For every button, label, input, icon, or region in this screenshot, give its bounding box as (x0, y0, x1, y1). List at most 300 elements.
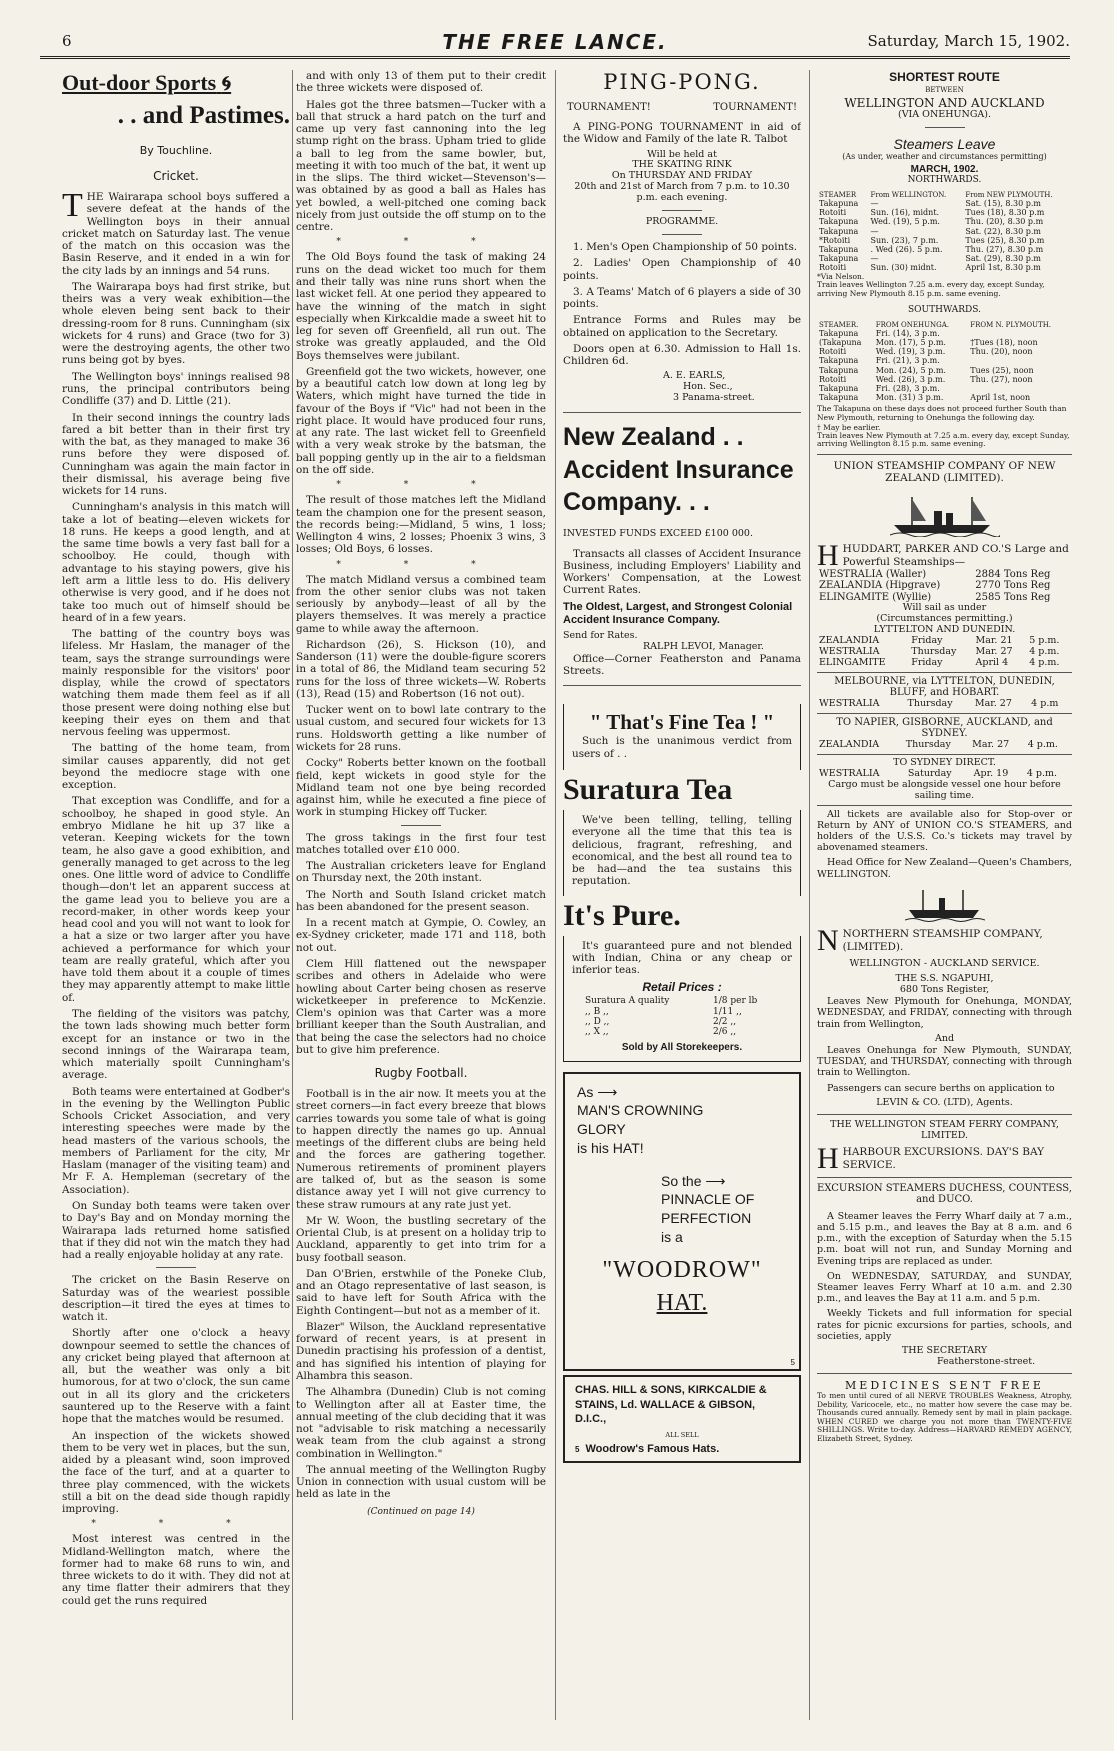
paragraph: Richardson (26), S. Hickson (10), and Sanderson (11) were the double-figure scorers in a total of 86, the Midland team securing 52 runs for the loss of three wickets—W. Roberts (13), Read (15) and Robertson (16 not out). (296, 638, 546, 700)
table-cell: 4 p.m. (1027, 738, 1058, 750)
pingpong-programme: PROGRAMME. (645, 216, 719, 228)
section-divider: * * * (91, 1519, 261, 1530)
tea-body-box (563, 810, 801, 896)
hat-footer: 5 Woodrow's Famous Hats. (575, 1443, 720, 1456)
via-nelson: *Via Nelson. (817, 272, 865, 282)
nsc-passengers: Passengers can secure berths on application to (827, 1083, 1055, 1095)
section-divider: * * * (336, 559, 506, 570)
table-cell: Tues (25), noon (970, 365, 1034, 375)
table-cell: Saturday (907, 767, 952, 779)
table-cell: Thursday (911, 646, 957, 658)
divider (817, 805, 1072, 806)
table-cell: Friday (911, 657, 943, 669)
column-ads (563, 70, 801, 1730)
paragraph: Dan O'Brien, erstwhile of the Poneke Club, and an Otago representative of last season, is said to have left for South Africa with the Eighth Contingent—but not as a member of it. (296, 1267, 546, 1317)
tournament-label: TOURNAMENT! (713, 102, 797, 113)
hp-napier-table (817, 740, 1072, 751)
paragraph: Blazer" Wilson, the Auckland representative forward of recent years, is at present in Dunedin practising his profession of a dentist, and has signified his intention of playing for Alhambra this season. (296, 1320, 546, 1382)
paragraph: and with only 13 of them put to their credit the three wickets were disposed of. (296, 70, 546, 95)
table-row (817, 263, 1072, 272)
divider (156, 1267, 196, 1268)
hp-napier: TO NAPIER, GISBORNE, AUCKLAND, and SYDNEY. (836, 716, 1053, 740)
table-cell: ZEALANDIA (Hipgrave) (819, 580, 941, 592)
hp-cargo: Cargo must be alongside vessel one hour before sailing time. (828, 778, 1061, 801)
wsf-secretary: THE SECRETARY (901, 1345, 988, 1357)
paragraph: Both teams were entertained at Godber's in the evening by the Wellington Public Schools Cricket Association, and very interesting speeches were made by the head masters of the various schools, the members of Parliament for the city, Mr Haslam (manager of the visiting team) and Mr F. A. Hempleman (secretary of the Association). (62, 1085, 290, 1196)
paragraph: The batting of the home team, from similar causes apparently, did not get beyond the mediocre stage with one exception. (62, 742, 290, 792)
south-note1: The Takapuna on these days does not proceed further South than New Plymouth, returning to Onehunga the following day. (817, 404, 1067, 422)
nsc-agent: LEVIN & CO. (LTD), Agents. (876, 1097, 1013, 1109)
hp-lyttelton-table (817, 636, 1072, 669)
table-cell: ELINGAMITE (819, 657, 886, 669)
nsc-ship: THE S.S. NGAPUHI, (895, 973, 994, 985)
northern-steamship: NNORTHERN STEAMSHIP COMPANY, (LIMITED). (817, 923, 1043, 957)
table-cell: ,, B ,, (585, 1006, 609, 1017)
paragraph: Mr W. Woon, the bustling secretary of the Oriental Club, is at present on a holiday trip to Auckland, apparently to get into trim for a busy football season. (296, 1214, 546, 1264)
table-row (817, 217, 1072, 226)
hp-sail: Will sail as under (902, 602, 987, 614)
table-cell: Fri. (28), 3 p.m. (875, 383, 940, 393)
table-cell: Takapuna (819, 356, 859, 366)
hat-line4: PINNACLE OF (661, 1191, 755, 1208)
table-row (817, 393, 1072, 402)
tea-headline: " That's Fine Tea ! " (589, 710, 775, 735)
table-cell: Thu. (20), 8.30 p.m (965, 217, 1044, 227)
table-row (817, 347, 1072, 356)
table-cell: Thu. (20), noon (970, 347, 1033, 357)
paragraph: The Australian cricketers leave for England on Thursday next, the 20th instant. (296, 860, 546, 885)
paragraph: Hales got the three batsmen—Tucker with a ball that struck a hard patch on the turf and came up very fast cannoning into the leg stump right on the brass. Upham tried to glide a ball to leg from the same bowler, but, meeting it with too much of the bat, it went up in the slips. The third wicket—Stevenson's—was obtained by as good a ball as Hales has yet bowled, a well-pitched one coming back nicely from just outside the off stump on to the centre. (296, 98, 546, 234)
dropcap: T (62, 187, 83, 224)
paragraph: The North and South Island cricket match has been abandoned for the present season. (296, 888, 546, 913)
nz-accident-body: Transacts all classes of Accident Insurance Business, including Employers' Liability and Workers' Compensation, at the Lowest Current Rates. (563, 547, 801, 597)
divider (817, 713, 1072, 714)
pingpong-on: On THURSDAY AND FRIDAY (611, 170, 753, 182)
table-cell: Thursday (907, 697, 953, 709)
hat-so: So the ⟶ (661, 1173, 726, 1190)
paragraph: Cunningham's analysis in this match will take a lot of beating—eleven wickets for 18 runs. He keeps a good length, and at the same time bowls a very fast ball for a schoolboy. He could, though with advantage to his staying powers, give his left arm a little less to do. His delivery otherwise is very good, and if he does not take too much out of himself should be heard of in a few years. (62, 501, 290, 624)
hp-lyttelton: LYTTELTON AND DUNEDIN. (873, 624, 1016, 636)
weather-note: (As under, weather and circumstances permitting) (842, 151, 1047, 161)
dropcap: H (817, 1142, 839, 1176)
paragraph: The cricket on the Basin Reserve on Saturday was of the weariest possible description—it tired the eyes at times to watch it. (62, 1274, 290, 1324)
nsc-p2: Leaves Onehunga for New Plymouth, SUNDAY, TUESDAY, and THURSDAY, connecting with through train to Wellington. (817, 1044, 1072, 1079)
paragraph: The gross takings in the first four test matches totalled over £10 000. (296, 831, 546, 856)
hp-melbourne-table (817, 699, 1072, 710)
nsc-p1: Leaves New Plymouth for Onehunga, MONDAY, WEDNESDAY, and FRIDAY, connecting with through train from Wellington, (817, 996, 1072, 1030)
hat-sellers-box (563, 1375, 801, 1464)
table-cell (968, 329, 1072, 338)
table-cell: Tues (25), 8.30 p.m (965, 235, 1045, 245)
table-cell: ,, X ,, (585, 1027, 609, 1038)
pingpong-will: Will be held at (647, 148, 717, 160)
pingpong-entrance: Entrance Forms and Rules may be obtained on application to the Secretary. (563, 314, 801, 339)
paragraph: THE Wairarapa school boys suffered a severe defeat at the hands of the Wellington boys in their annual cricket match on Saturday last. The venue of the match on this occasion was the Basin Reserve, and it ended in a win for the city lads by an innings and 54 runs. (62, 187, 290, 277)
nsc-tons: 680 Tons Register, (899, 984, 990, 996)
table-cell: (Takapuna (819, 337, 862, 347)
table-row (817, 740, 1072, 751)
divider (662, 234, 702, 235)
byline: By Touchline. (139, 144, 213, 157)
table-cell: Rotoiti (819, 208, 847, 218)
paragraph: On Sunday both teams were taken over to Day's Bay and on Monday morning the Wairarapa lads returned home satisfied that if they did not win the match they had had a really enjoyable holiday at any rate. (62, 1199, 290, 1262)
tea-verdict: Such is the unanimous verdict from users of . . (572, 735, 792, 760)
paragraph: 2. Ladies' Open Championship of 40 points. (563, 257, 801, 282)
arrow-icon: ⟶ (593, 1083, 618, 1100)
table-cell: Takapuna (819, 244, 859, 254)
table-cell: FROM N. PLYMOUTH. (970, 320, 1052, 329)
tea-brand: Suratura Tea (563, 772, 733, 806)
table-cell: Mon. (17), 5 p.m. (875, 337, 946, 347)
pingpong-items (563, 241, 801, 310)
hat-line6: is a (661, 1229, 683, 1246)
hat-footer-number: 5 (575, 1445, 580, 1455)
table-cell: WESTRALIA (819, 767, 880, 779)
paragraph: Clem Hill flattened out the newspaper scribes and others in Adelaide who were howling about Carter being chosen as reserve wicketkeeper in preference to McKenzie. Clem's opinion was that Carter was a more brilliant keeper than the South Australian, and that being the case the selectors had no choice but to give him preference. (296, 958, 546, 1056)
column-rule (809, 70, 810, 1720)
paragraph: The fielding of the visitors was patchy, the town lads showing much better form except for an instance or two in the second innings of the Wairarapa team, which materially spoilt Cunningham's average. (62, 1008, 290, 1082)
paragraph: Greenfield got the two wickets, however, one by a beautiful catch low down at long leg by Waters, which might have turned the tide in favour of the Boys if "Vic" had not been in the right place. It would have produced four runs, at any rate. The last wicket fell to Greenfield with a very weak stroke by the batsman, the ball popping gently up in the air to a fieldsman on the off side. (296, 365, 546, 476)
paragraph: The Wairarapa boys had first strike, but theirs was a very weak exhibition—the whole eleven being sent back to their dressing-room for 8 runs. Cunningham (six wickets for 4 runs) and Grace (two for 3) were the destroying agents, the other two runs being got by byes. (62, 280, 290, 367)
table-cell: Suratura A quality (585, 996, 670, 1007)
table-cell: Mar. 27 (975, 646, 1013, 658)
paragraph: Cocky" Roberts better known on the football field, kept wickets in good style for the Midland team not one bye being recorded against him, while he executed a fine piece of work in stumping Hickey off Tucker. (296, 757, 546, 819)
hat-line5: PERFECTION (661, 1210, 752, 1227)
pingpong-dates: 20th and 21st of March from 7 p.m. to 10.30 p.m. each evening. (574, 181, 790, 204)
hat-number: 5 (790, 1357, 795, 1367)
wsf-title: THE WELLINGTON STEAM FERRY COMPANY, LIMITED. (830, 1119, 1059, 1142)
table-row (817, 199, 1072, 208)
table-cell: — (870, 254, 879, 264)
south-note3: Train leaves New Plymouth at 7.25 a.m. every day, except Sunday, arriving Wellington 8.15 p.m. same evening. (817, 430, 1070, 449)
table-cell: Takapuna (819, 365, 859, 375)
table-cell: — (870, 226, 879, 236)
table-cell: ZEALANDIA (819, 635, 880, 647)
medicines-body: To men until cured of all NERVE TROUBLES Weakness, Atrophy, Debility, Varicocele, etc., no matter how severe the case may be. Thousands cured annually. Remedy sent by mail in plain package. WHEN CURED we charge you not more than TWENTY-FIVE SHILLINGS. Write to-day. Address—HARVARD REMEDY AGENCY, Elizabeth Street, Sydney. (817, 1390, 1072, 1443)
table-row (817, 245, 1072, 254)
pingpong-signature-role: Hon. Sec., (683, 381, 733, 393)
table-cell: Sat. (29), 8.30 p.m (965, 254, 1042, 264)
column-sports (62, 70, 290, 1730)
article-body (62, 187, 290, 1607)
pingpong-rink: THE SKATING RINK (632, 159, 732, 171)
section-heading: Rugby Football. (374, 1066, 468, 1081)
table-cell: 4 p.m (1031, 697, 1059, 709)
table-cell: 2585 Tons Reg (975, 591, 1051, 603)
paragraph: In their second innings the country lads fared a bit better than in their first try with the bat, as they managed to make 36 runs before they were disposed of. Cunningham was again the main factor in their dismissal, his average being five wickets for 14 runs. (62, 411, 290, 498)
tea-pure: It's Pure. (563, 898, 681, 932)
table-cell: April 1st, 8.30 p.m (965, 263, 1041, 273)
hat-line3: is his HAT! (577, 1139, 644, 1156)
nsc-and: And (934, 1032, 955, 1044)
wsf-harbour: HHARBOUR EXCURSIONS. DAY'S BAY SERVICE. (817, 1142, 1045, 1176)
table-row (817, 580, 1072, 592)
paragraph: The batting of the country boys was lifeless. Mr Haslam, the manager of the team, says the strange surroundings were mainly responsible for the visitors' poor display, while the crowd of spectators watching them made them feel as if all those present were doing nothing else but keeping their eyes on them and that nervous feeling was uppermost. (62, 628, 290, 739)
table-cell: Mon. (31) 3 p.m. (875, 393, 944, 403)
hat-all-sell: ALL SELL (665, 1431, 699, 1440)
hp-circumstances: (Circumstances permitting.) (876, 613, 1013, 625)
table-cell: Mar. 27 (974, 697, 1012, 709)
body-c (296, 494, 546, 555)
table-cell: April 4 (975, 657, 1009, 669)
arrow-icon: ⟶ (701, 1173, 726, 1190)
masthead: THE FREE LANCE. (442, 30, 668, 54)
divider (817, 754, 1072, 755)
column-sports-continued (296, 70, 546, 1730)
table-cell: ,, D ,, (585, 1017, 610, 1028)
wsf-address: Featherstone-street. (937, 1355, 1036, 1367)
divider (817, 1373, 1072, 1374)
table-cell: Sun. (30) midnt. (870, 263, 937, 273)
woodrow-hat-ad (563, 1072, 801, 1371)
table-cell: Tues (18), 8.30 p.m (965, 208, 1045, 218)
table-cell: Thu. (27), noon (970, 374, 1033, 384)
table-row (817, 658, 1072, 669)
wsf-p3: Weekly Tickets and full information for special rates for picnic excursions for parties, schools, and societies, apply (817, 1308, 1072, 1342)
table-cell (968, 356, 1072, 365)
divider (563, 412, 801, 413)
table-cell: Takapuna (819, 226, 859, 236)
column-rule (555, 70, 556, 1720)
divider (662, 210, 702, 211)
tea-body: We've been telling, telling, telling everyone all the time that this tea is delicious, fragrant, refreshing, and economical, and the best all round tea to be had—and the tea sustains this reputation. (572, 813, 792, 888)
steamship-icon (905, 886, 985, 922)
table-cell: Takapuna (819, 328, 859, 338)
table-cell: Mon. (24), 5 p.m. (875, 365, 946, 375)
column-shipping (817, 70, 1072, 1730)
pingpong-tournament (567, 102, 797, 113)
table-cell: Takapuna (819, 254, 859, 264)
table-cell: *Rotoiti (819, 235, 851, 245)
table-header (817, 321, 1072, 329)
table-cell: . Wed (26). 5 p.m. (870, 244, 943, 254)
table-header (817, 191, 1072, 199)
union-steamship: UNION STEAMSHIP COMPANY OF NEW ZEALAND (LIMITED). (833, 459, 1056, 485)
table-cell: Sat. (22), 8.30 p.m (965, 226, 1042, 236)
table-cell: 4 p.m. (1029, 646, 1060, 658)
table-cell: From NEW PLYMOUTH. (965, 190, 1053, 199)
table-row (583, 1027, 781, 1037)
table-cell: ZEALANDIA (819, 738, 880, 750)
table-row (817, 227, 1072, 236)
medicines-title: MEDICINES SENT FREE (845, 1378, 1044, 1392)
huddart-parker: HHUDDART, PARKER AND CO.'S Large and Powerful Steamships— (817, 538, 1069, 572)
page-header (40, 30, 1070, 59)
divider (817, 454, 1072, 455)
table-row (817, 329, 1072, 338)
divider (925, 127, 965, 128)
wellington-auckland: WELLINGTON AND AUCKLAND (844, 96, 1045, 110)
table-cell: Takapuna (819, 217, 859, 227)
divider (817, 672, 1072, 673)
table-cell: WESTRALIA (819, 646, 880, 658)
paragraph: 3. A Teams' Match of 6 players a side of 30 points. (563, 285, 801, 311)
south-note2: † May be earlier. (817, 422, 881, 432)
table-cell: Mar. 27 (972, 738, 1010, 750)
hat-name: "WOODROW" (602, 1257, 762, 1284)
table-cell: Rotoiti (819, 263, 847, 273)
table-row (817, 699, 1072, 710)
article-title: Out-door Sports 🌀︎ (62, 70, 232, 95)
column-rule (292, 70, 293, 1720)
table-cell: 4 p.m. (1026, 767, 1058, 779)
paragraph: Shortly after one o'clock a heavy downpour seemed to settle the chances of any cricket being played that afternoon at all, but the weather was only a bit humorous, for at two o'clock, the sun came out in all its glory and the cricketers sauntered up to the Reserve with a faint hope that the matches would be resumed. (62, 1327, 290, 1426)
table-cell: Wed. (26), 3 p.m. (875, 374, 946, 384)
hat-line2: GLORY (577, 1120, 626, 1137)
between: BETWEEN (925, 86, 964, 94)
body-e (296, 832, 546, 1057)
table-row (583, 1007, 781, 1017)
tournament-label: TOURNAMENT! (567, 102, 651, 113)
table-cell: STEAMER (819, 190, 857, 199)
hat-hat: HAT. (656, 1290, 708, 1317)
table-cell: Friday (911, 635, 943, 647)
wsf-excursion: EXCURSION STEAMERS DUCHESS, COUNTESS, and DUCO. (817, 1182, 1072, 1206)
dropcap: H (817, 538, 839, 572)
body-d (296, 574, 546, 819)
section-divider: * * * (336, 237, 506, 248)
tea-prices-title: Retail Prices : (642, 980, 722, 995)
table-cell: 2884 Tons Reg (975, 568, 1051, 580)
hat-as: As ⟶ (577, 1083, 618, 1100)
table-row (817, 375, 1072, 384)
table-row (583, 996, 781, 1006)
pingpong-signature: A. E. EARLS, (663, 370, 726, 382)
table-cell: Rotoiti (819, 347, 847, 357)
table-cell: Wed. (19), 5 p.m. (870, 217, 940, 227)
nz-send-rates: Send for Rates. (563, 630, 638, 642)
paragraph: The Old Boys found the task of making 24 runs on the dead wicket too much for them and their tally was nine runs short when the last wicket fell. At one period they appeared to have the winning of the match in sight especially when Kirkcaldie made a sweet hit to leg for seven off Greenfield, all run out. The stroke was greatly applauded, and the Old Boys themselves were jubilant. (296, 251, 546, 362)
paragraph: 1. Men's Open Championship of 50 points. (573, 241, 798, 254)
tea-prices-box (563, 936, 801, 1062)
table-cell: Fri. (21), 3 p.m. (875, 356, 940, 366)
table-cell: 1/11 ,, (713, 1006, 742, 1017)
pingpong-signature-address: 3 Panama-street. (673, 392, 755, 404)
table-cell: April 1st, noon (970, 393, 1031, 403)
spiral-icon: 🌀︎ (221, 73, 232, 95)
northwards-table (817, 191, 1072, 273)
table-cell: ELINGAMITE (Wyllie) (819, 591, 932, 603)
northwards: NORTHWARDS. (907, 174, 982, 185)
paragraph: The result of those matches left the Midland team the champion one for the present season, the records being:—Midland, 5 wins, 1 loss; Wellington 4 wins, 2 losses; Phoenix 3 wins, 3 losses; Old Boys, 6 losses. (296, 494, 546, 556)
schedule-month: MARCH, 1902. (910, 163, 979, 175)
table-cell: Thu. (27), 8.30 p.m (965, 244, 1044, 254)
wsf-p1: A Steamer leaves the Ferry Wharf daily at 7 a.m., and 5.15 p.m., and leaves the Bay at 8 a.m. and 6 p.m., with the exception of Saturday when the 5.15 p.m. boat will not run, and Sunday Morning and Evening trips are replaced as under. (817, 1210, 1072, 1267)
table-cell: Takapuna (819, 383, 859, 393)
pingpong-intro: A PING-PONG TOURNAMENT in aid of the Widow and Family of the late R. Talbot (563, 121, 801, 146)
table-row (817, 384, 1072, 393)
pingpong-doors: Doors open at 6.30. Admission to Hall 1s. Children 6d. (563, 342, 801, 368)
table-cell: Takapuna (819, 393, 859, 403)
hp-tickets: All tickets are available also for Stop-over or Return by ANY of UNION CO.'S STEAMERS, and holders of the U.S.S. Co.'s tickets may travel by abovenamed steamers. (817, 808, 1072, 854)
tea-pure-body: It's guaranteed pure and not blended with Indian, China or any cheap or inferior teas. (572, 939, 792, 977)
divider (817, 1177, 1072, 1178)
table-row (817, 338, 1072, 347)
body-a (296, 70, 546, 233)
continued-note: (Continued on page 14) (367, 1506, 475, 1517)
section-heading: Cricket. (153, 169, 199, 183)
southwards-table (817, 321, 1072, 403)
table-cell: Sun. (16), midnt. (870, 208, 940, 218)
table-cell: WESTRALIA (Waller) (819, 568, 927, 580)
paragraph: That exception was Condliffe, and for a schoolboy, he shaped in good style. An embryo Midlane he hit up 37 like a veteran. Keeping wickets for the town team, he also gave a good exhibition, and generally managed to get across to the leg ones. One little word of advice to Condliffe though—don't let an apparent success at the game lead you to believe you are a record-maker, in other words keep your head cool and you will not want to look for a hat a size or two larger after you have achieved a performance for which your team are really grateful, which after you have told them about it a couple of times they may apparently attempt to make little of. (62, 795, 290, 1004)
wsf-p2: On WEDNESDAY, SATURDAY, and SUNDAY, Steamer leaves Ferry Wharf at 10 a.m. and 2.30 p.m., and leaves the Bay at 11 a.m. and 5 p.m. (817, 1270, 1072, 1305)
table-cell: 2770 Tons Reg (975, 580, 1051, 592)
nsc-service: WELLINGTON - AUCKLAND SERVICE. (849, 958, 1040, 970)
nz-invested-funds: INVESTED FUNDS EXCEED £100 000. (563, 527, 753, 539)
table-cell: 5 p.m. (1029, 635, 1060, 647)
table-cell: Thursday (905, 738, 951, 750)
suratura-tea-ad (563, 704, 801, 770)
table-cell: Rotoiti (819, 374, 847, 384)
article-subtitle: . . and Pastimes. (117, 102, 290, 129)
hp-melbourne: MELBOURNE, via LYTTELTON, DUNEDIN, BLUFF, and HOBART. (834, 675, 1055, 699)
table-cell: Mar. 21 (975, 635, 1013, 647)
table-cell: From WELLINGTON. (870, 190, 947, 199)
table-cell: WESTRALIA (819, 697, 880, 709)
paragraph: The Alhambra (Dunedin) Club is not coming to Wellington after all at Easter time, the annual meeting of the club deciding that it was not "advisable to risk matching a necessarily weak team from the club against a strong combination in Wellington." (296, 1386, 546, 1460)
steamship-icon (890, 491, 1000, 537)
table-cell: Sat. (15), 8.30 p.m (965, 198, 1042, 208)
pingpong-title: PING-PONG. (603, 70, 761, 94)
table-row (817, 356, 1072, 365)
table-cell: Takapuna (819, 198, 859, 208)
table-row (817, 254, 1072, 263)
steamers-leave: Steamers Leave (893, 135, 996, 152)
table-cell: Apr. 19 (973, 767, 1009, 779)
nz-office: Office—Corner Featherston and Panama Streets. (563, 652, 801, 678)
paragraph: The Wellington boys' innings realised 98 runs, the principal contributors being Condliffe (37) and D. Little (21). (62, 370, 290, 408)
table-cell: 2/2 ,, (713, 1017, 737, 1028)
table-row (583, 1017, 781, 1027)
tea-sold: Sold by All Storekeepers. (621, 1041, 743, 1053)
page-number: 6 (62, 32, 72, 50)
hp-sydney: TO SYDNEY DIRECT. (893, 756, 996, 768)
table-cell: †Tues (18), noon (970, 337, 1038, 347)
table-row (817, 236, 1072, 245)
paragraph: The annual meeting of the Wellington Rugby Union in connection with usual custom will be held as late in the (296, 1463, 546, 1501)
table-row (817, 208, 1072, 217)
table-cell: Fri. (14), 3 p.m. (875, 328, 940, 338)
shortest-route: SHORTEST ROUTE (889, 70, 1000, 84)
nz-accident-title: New Zealand . . Accident Insurance Company. . . (563, 423, 794, 517)
hp-office: Head Office for New Zealand—Queen's Chambers, WELLINGTON. (817, 857, 1072, 880)
table-cell: 2/6 ,, (713, 1027, 737, 1038)
issue-date: Saturday, March 15, 1902. (867, 32, 1070, 50)
table-row (817, 569, 1072, 581)
table-cell: Wed. (19), 3 p.m. (875, 347, 946, 357)
table-cell: 1/8 per lb (713, 996, 758, 1007)
nz-accident-bold: The Oldest, Largest, and Strongest Colonial Accident Insurance Company. (563, 600, 793, 626)
dropcap: N (817, 923, 839, 957)
paragraph: In a recent match at Gympie, O. Cowley, an ex-Sydney cricketer, made 171 and 118, both not out. (296, 917, 546, 954)
table-cell (968, 384, 1072, 393)
train-note: Train leaves Wellington 7.25 a.m. every day, except Sunday, arriving New Plymouth 8.15 p.m. same evening. (817, 280, 1045, 299)
table-cell: — (870, 198, 879, 208)
paragraph: Most interest was centred in the Midland-Wellington match, where the former had to make 68 runs to win, and three wickets to do it with. They did not at any time flatter their admirers that they could get the runs required (62, 1533, 290, 1607)
table-row (817, 366, 1072, 375)
body-f (296, 1088, 546, 1501)
table-cell: FROM ONEHUNGA. (875, 320, 950, 329)
paragraph: An inspection of the wickets showed them to be very wet in places, but the sun, aided by a pleasant wind, soon improved the face of the turf, and at a quarter to three play commenced, with the wickets still a bit on the dead side though rapidly improving. (62, 1429, 290, 1516)
huddart-ships (817, 569, 1072, 604)
divider (563, 685, 801, 686)
table-cell: 4 p.m. (1029, 657, 1060, 669)
via-onehunga: (VIA ONEHUNGA). (897, 109, 991, 120)
paragraph: The match Midland versus a combined team from the other senior clubs was not taken seriously by anybody—least of all by the players themselves. It was merely a practice game to while away the afternoon. (296, 573, 546, 635)
table-cell: STEAMER. (819, 320, 859, 329)
hat-line1: MAN'S CROWNING (577, 1101, 704, 1118)
